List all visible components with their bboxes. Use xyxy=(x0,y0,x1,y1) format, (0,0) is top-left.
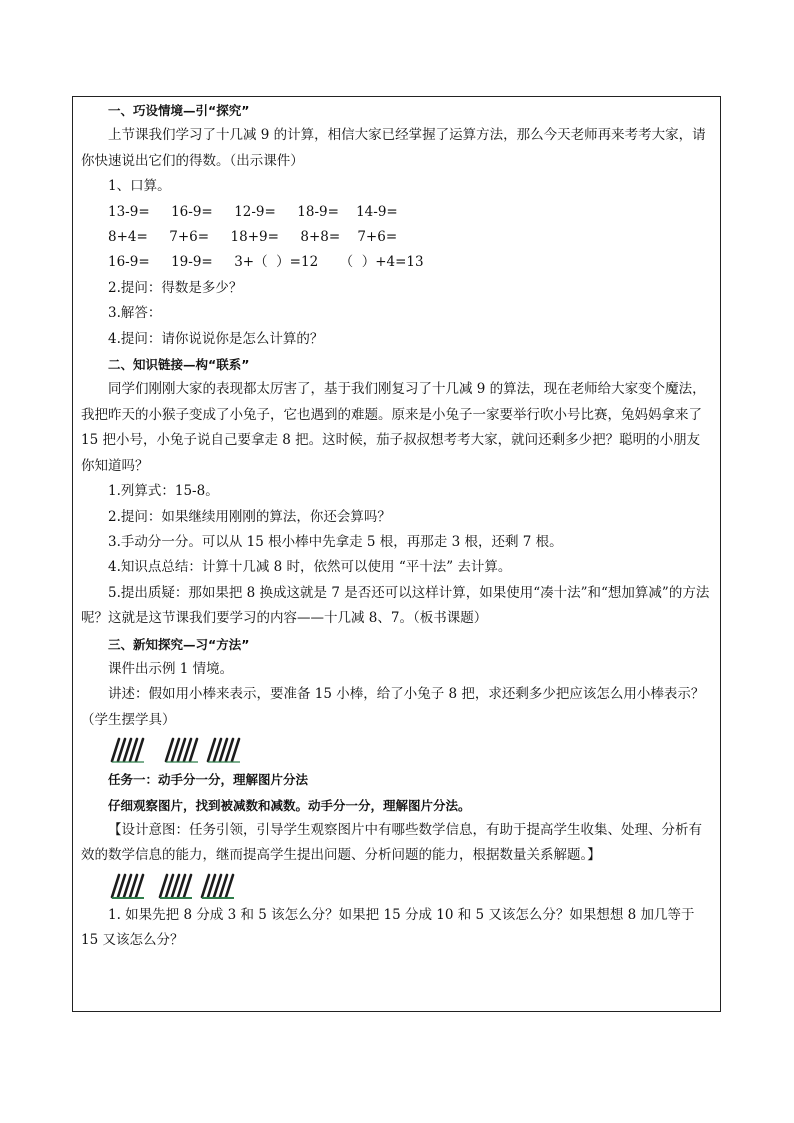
calc-row-3: 16-9= 19-9= 3+（ ）=12 （ ）+4=13 xyxy=(108,254,424,271)
section2-item4: 4.知识点总结：计算十几减 8 时，依然可以使用 “平十法” 去计算。 xyxy=(108,559,512,576)
sticks-image-2 xyxy=(108,871,711,901)
section1-item2: 2.提问：得数是多少？ xyxy=(108,279,243,296)
lesson-content xyxy=(81,98,711,954)
section2-story: 同学们刚刚大家的表现都太厉害了，基于我们刚复习了十几减 9 的算法，现在老师给大家变个魔法，我把昨天的小猴子变成了小兔子，它也遇到的难题。原来是小兔子一家要举行吹小号比赛，兔妈妈拿来了 15 把小号，小兔子说自己要拿走 8 把。这时候，茄子叔叔想考考大家，就问还剩多少把？聪明的小朋友你知道吗？ xyxy=(81,381,706,474)
section2-item1: 1.列算式：15-8。 xyxy=(108,483,219,500)
task1-title: 任务一：动手分一分，理解图片分法 xyxy=(108,772,309,788)
section2-item2: 2.提问：如果继续用刚刚的算法，你还会算吗？ xyxy=(108,508,391,525)
section2-item3: 3.手动分一分。可以从 15 根小棒中先拿走 5 根，再那走 3 根，还剩 7 根。 xyxy=(108,533,563,550)
sticks-group-icon xyxy=(108,871,268,901)
section3-explain: 讲述：假如用小棒来表示，要准备 15 小棒，给了小兔子 8 把，求还剩多少把应该怎么用小棒表示？（学生摆学具） xyxy=(81,686,705,728)
task1-detail: 仔细观察图片，找到被减数和减数。动手分一分，理解图片分法。 xyxy=(108,797,471,813)
section2-item5: 5.提出质疑：那如果把 8 换成这就是 7 是否还可以这样计算，如果使用“凑十法”和“想加算减”的方法呢？这就是这节课我们要学习的内容——十几减 8、7。（板书课题） xyxy=(81,584,710,627)
sticks-group-icon xyxy=(108,735,268,765)
section1-intro: 上节课我们学习了十几减 9 的计算，相信大家已经掌握了运算方法，那么今天老师再来考考大家，请你快速说出它们的得数。（出示课件） xyxy=(81,127,706,169)
section3-item1: 课件出示例 1 情境。 xyxy=(108,660,234,677)
section2-heading: 二、知识链接—构“联系” xyxy=(108,357,250,373)
calc-row-1: 13-9= 16-9= 12-9= 18-9= 14-9= xyxy=(108,203,398,220)
calc-row-2: 8+4= 7+6= 18+9= 8+8= 7+6= xyxy=(108,229,398,246)
section1-item3: 3.解答： xyxy=(108,305,162,322)
section3-question: 1. 如果先把 8 分成 3 和 5 该怎么分？如果把 15 分成 10 和 5 又该怎么分？如果想想 8 加几等于 15 又该怎么分？ xyxy=(81,906,695,949)
section3-heading: 三、新知探究—习“方法” xyxy=(108,636,250,652)
section1-heading: 一、巧设情境—引“探究” xyxy=(108,103,250,118)
section1-item4: 4.提问：请你说说你是怎么计算的？ xyxy=(108,330,324,347)
section1-item1: 1、口算。 xyxy=(108,178,171,195)
design-intent: 【设计意图：任务引领，引导学生观察图片中有哪些数学信息，有助于提高学生收集、处理、分析有效的数学信息的能力，继而提高学生提出问题、分析问题的能力，根据数量关系解题。】 xyxy=(81,821,702,864)
sticks-image-1 xyxy=(108,735,711,765)
